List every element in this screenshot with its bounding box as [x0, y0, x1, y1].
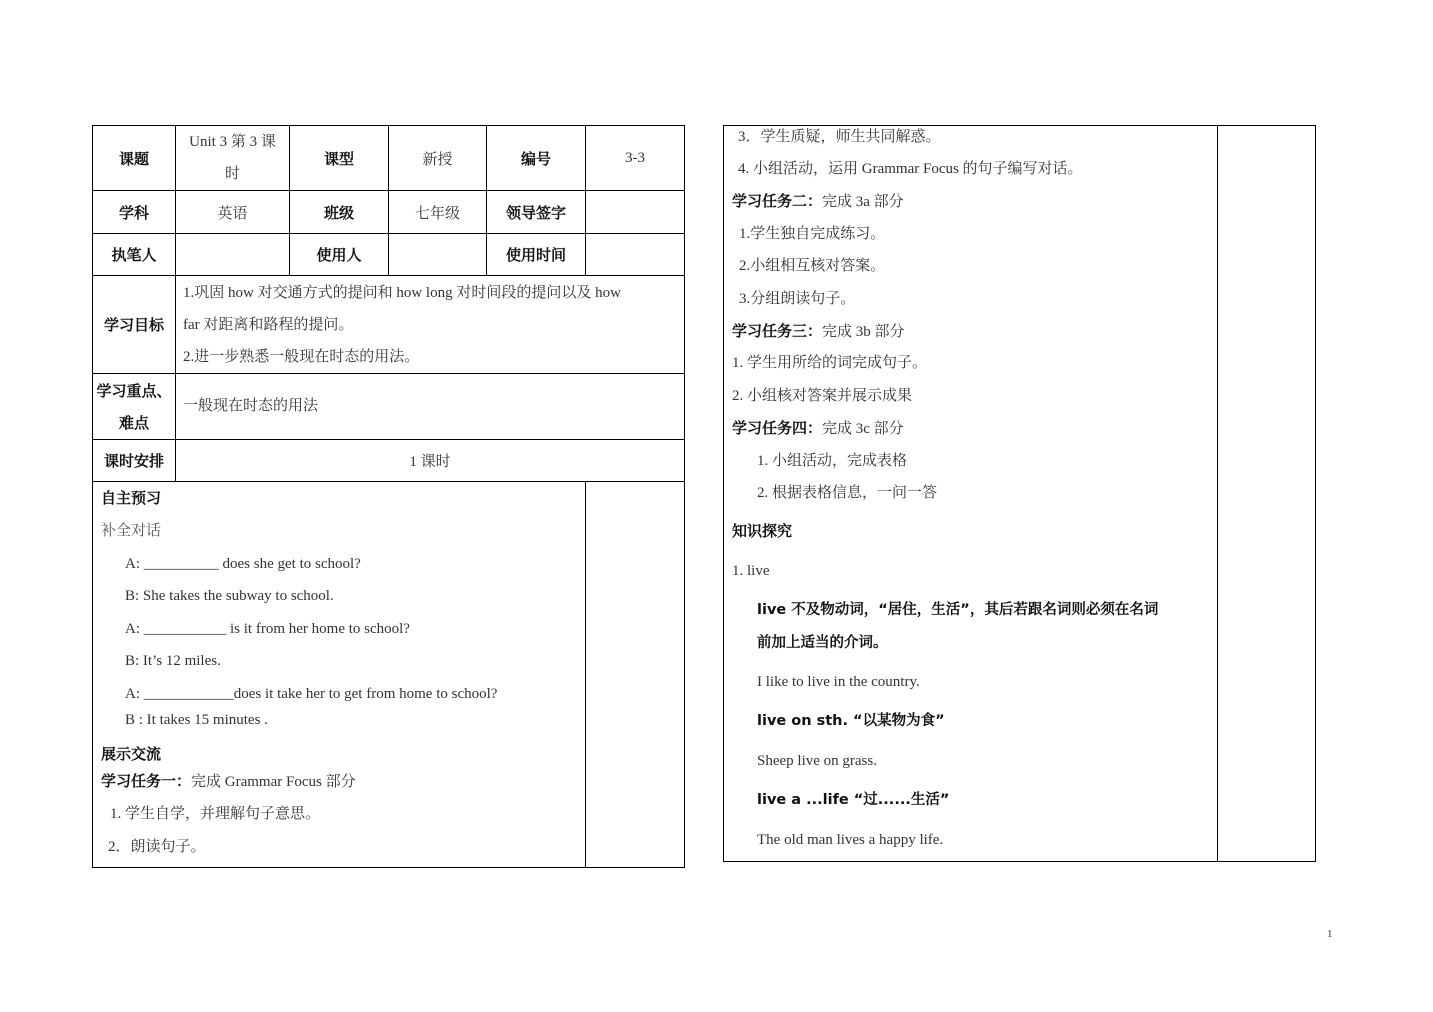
subject-value: 英语	[217, 205, 248, 222]
task4-step: 2. 根据表格信息，一问一答	[757, 485, 938, 501]
keypoint-value: 一般现在时态的用法	[183, 398, 319, 414]
schedule-value: 1 课时	[409, 454, 451, 470]
class-label: 班级	[323, 203, 354, 222]
preview-title: 自主预习	[101, 489, 162, 507]
user-label: 使用人	[316, 246, 362, 264]
task4-heading	[732, 418, 904, 439]
keypoint-label	[93, 374, 175, 439]
topic-label: 课题	[118, 149, 149, 168]
task3-step: 1. 学生用所给的词完成句子。	[732, 355, 928, 371]
dialog-line: A: __________ does she get to school?	[125, 556, 361, 572]
show-title: 展示交流	[101, 745, 162, 763]
usetime-value[interactable]	[586, 234, 684, 275]
goals-label: 学习目标	[103, 316, 164, 334]
page-number: 1	[1327, 928, 1333, 940]
example-sentence: Sheep live on grass.	[757, 753, 877, 769]
goals-line: 1.巩固 how 对交通方式的提问和 how long 对时间段的提问以及 how	[183, 285, 621, 301]
number-label: 编号	[520, 149, 551, 168]
usetime-label: 使用时间	[505, 246, 566, 264]
task2-text: 完成 3a 部分	[822, 194, 904, 210]
task2-step: 1.学生独自完成练习。	[739, 226, 886, 242]
leader-signature-value[interactable]	[586, 191, 684, 233]
keypoint-label-line1: 学习重点、	[96, 381, 172, 400]
schedule-label: 课时安排	[103, 452, 164, 470]
goals-text	[183, 277, 683, 373]
task1-step: 2．朗读句子。	[108, 839, 206, 855]
task1-text: 完成 Grammar Focus 部分	[191, 774, 356, 790]
dialog-line: B : It takes 15 minutes .	[125, 712, 268, 728]
live-a-life-note: live a ...life “过......生活”	[757, 792, 950, 808]
task4-step: 1. 小组活动，完成表格	[757, 453, 908, 469]
explore-title: 知识探究	[732, 522, 793, 540]
task3-step: 2. 小组核对答案并展示成果	[732, 388, 913, 404]
task3-label: 学习任务三：	[732, 322, 823, 340]
goals-line: 2.进一步熟悉一般现在时态的用法。	[183, 349, 420, 365]
task2-step: 3.分组朗读句子。	[739, 291, 856, 307]
task1-label: 学习任务一：	[101, 772, 192, 790]
right-line: 4. 小组活动，运用 Grammar Focus 的句子编写对话。	[738, 161, 1083, 177]
topic-value-line2: 时	[224, 166, 240, 182]
dialog-line: A: ___________ is it from her home to school?	[125, 621, 410, 637]
goals-line: far 对距离和路程的提问。	[183, 317, 354, 333]
task2-step: 2.小组相互核对答案。	[739, 258, 886, 274]
task2-label: 学习任务二：	[732, 192, 823, 210]
example-sentence: I like to live in the country.	[757, 674, 920, 690]
preview-subtitle: 补全对话	[101, 523, 162, 539]
subject-label: 学科	[118, 203, 149, 222]
class-value: 七年级	[414, 205, 460, 222]
explore-item-1: 1. live	[732, 563, 770, 579]
dialog-line: B: She takes the subway to school.	[125, 588, 334, 604]
live-note-line: 前加上适当的介词。	[757, 635, 888, 651]
live-note-line: live 不及物动词，“居住，生活”，其后若跟名词则必须在名词	[757, 602, 1159, 618]
task4-label: 学习任务四：	[732, 419, 823, 437]
author-label: 执笔人	[111, 246, 157, 264]
type-label: 课型	[323, 149, 354, 168]
dialog-line: A: ____________does it take her to get from home to school?	[125, 686, 498, 702]
dialog-line: B: It’s 12 miles.	[125, 653, 221, 669]
type-value: 新授	[422, 151, 453, 168]
right-line: 3．学生质疑，师生共同解惑。	[738, 129, 941, 145]
task3-text: 完成 3b 部分	[822, 324, 905, 340]
live-on-note: live on sth. “以某物为食”	[757, 713, 945, 729]
leader-signature-label: 领导签字	[505, 203, 566, 222]
author-value[interactable]	[176, 234, 289, 275]
topic-value	[176, 126, 289, 190]
task1-step: 1. 学生自学，并理解句子意思。	[110, 806, 321, 822]
keypoint-label-line2: 难点	[118, 413, 149, 432]
user-value[interactable]	[389, 234, 486, 275]
topic-value-line1: Unit 3 第 3 课	[189, 134, 276, 150]
number-value: 3-3	[625, 149, 645, 166]
example-sentence: The old man lives a happy life.	[757, 832, 944, 848]
task1-heading	[101, 771, 356, 792]
task4-text: 完成 3c 部分	[822, 421, 904, 437]
task3-heading	[732, 321, 905, 342]
task2-heading	[732, 191, 904, 212]
